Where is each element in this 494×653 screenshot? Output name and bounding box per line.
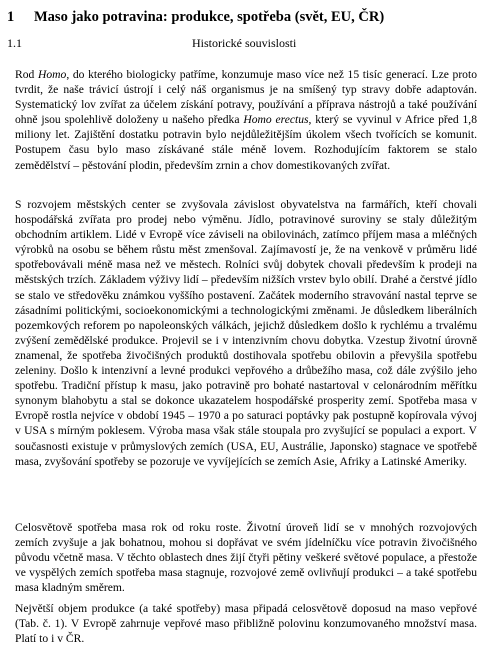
section-title: Historické souvislosti [192,36,297,50]
paragraph-text: , do kterého biologicky patříme, konzumuje maso více než 15 tisíc generací. Lze proto tvrdit, že naše trávicí ústrojí i celý náš organismus je na smíšený typ stravy dobře adaptován. Systematický lov zvířat za účelem získání potravy, používání a příprava nástrojů a také používání ohně jsou spolehlivě doloženy u našeho předka [15,68,477,127]
paragraph-pork: Největší objem produkce (a také spotřeby) masa připadá celosvětově doposud na maso vepřové (Tab. č. 1). V Evropě zahrnuje vepřové maso přibližně polovinu konzumovaného množství masa. Platí to i v ČR. [15,602,477,646]
italic-term: Homo erectus [243,113,309,127]
paragraph-text: Rod [15,68,38,81]
chapter-number: 1 [7,9,15,25]
chapter-title: Maso jako potravina: produkce, spotřeba (svět, EU, ČR) [34,9,385,25]
paragraph-homo [15,67,477,173]
chapter-heading [7,8,477,26]
italic-term: Homo [37,68,67,81]
section-heading [7,36,477,51]
paragraph-global-consumption: Celosvětově spotřeba masa rok od roku roste. Životní úroveň lidí se v mnohých rozvojových zemích zvyšuje a jak bohatnou, mohou si dopřávat ve svém jídelníčku více potravin živočišného původu včetně masa. V těchto oblastech dnes žijí čtyři pětiny veškeré světové populace, a přestože ve vyspělých zemích spotřeba masa stagnuje, rozvojové země ovlivňují produkci – a také spotřebu masa kladným směrem. [15,521,477,595]
paragraph-urban: S rozvojem městských center se zvyšovala závislost obyvatelstva na farmářích, kteří chovali hospodářská zvířata pro prodej nebo výměnu. Jídlo, potravinové suroviny se staly důležitým obchodním artiklem. Lidé v Evropě více záviseli na obilovinách, zatímco příjem masa a mléčných výrobků na osobu se během růstu měst zmenšoval. Zajímavostí je, že na venkově v průměru lidé spotřebovávali méně masa než ve městech. Rolníci svůj dobytek chovali především k prodeji na městských trzích. Základem výživy lidí – především nižších vrstev bylo obilí. Drahé a čerstvé jídlo se stalo ve středověku známkou vyššího postavení. Začátek moderního stravování nastal teprve se zásadními politickými, socioekonomickými a technologickými změnami. Je důsledkem liberálních pozemkových reforem po napoleonských válkách, jejichž důsledkem došlo k rychlému a trvalému zvýšení zemědělské produkce. Projevil se i v intenzivním chovu dobytka. Vzestup životní úrovně znamenal, že spotřeba živočišných produktů dostihovala spotřebu obilovin a převyšila spotřebu zeleniny. Došlo k intenzivní a levné produkci vepřového a drůbežího masa, což dále zvýšilo jeho spotřebu. Tradiční přístup k masu, jako potravině pro bohaté nastartoval v celonárodním měřítku synonym blahobytu a stal se dokonce ukazatelem hospodářské prosperity zemí. Spotřeba masa v Evropě rostla nejvíce v období 1945 – 1970 a po saturaci poptávky pak postupně kopírovala vývoj v USA s mírným poklesem. Výroba masa však stále stoupala pro zvyšující se populaci a export. V současnosti existuje v průmyslových zemích (USA, EU, Austrálie, Japonsko) stagnace ve spotřebě masa, zvyšování spotřeby se pozoruje ve vyvíjejících se zemích Asie, Afriky a Latinské Ameriky. [15,198,477,468]
section-number: 1.1 [7,36,22,50]
paragraph-text: , který se vyvinul v Africe před 1,8 miliony let. Zajištění dostatku potravin bylo nejdůležitějším úkolem všech tvořících se komunit. Postupem času bylo maso získávané stále méně lovem. Rozhodujícím faktorem se stalo zemědělství – pěstování plodin, především zrnin a chov domestikovaných zvířat. [15,113,477,172]
